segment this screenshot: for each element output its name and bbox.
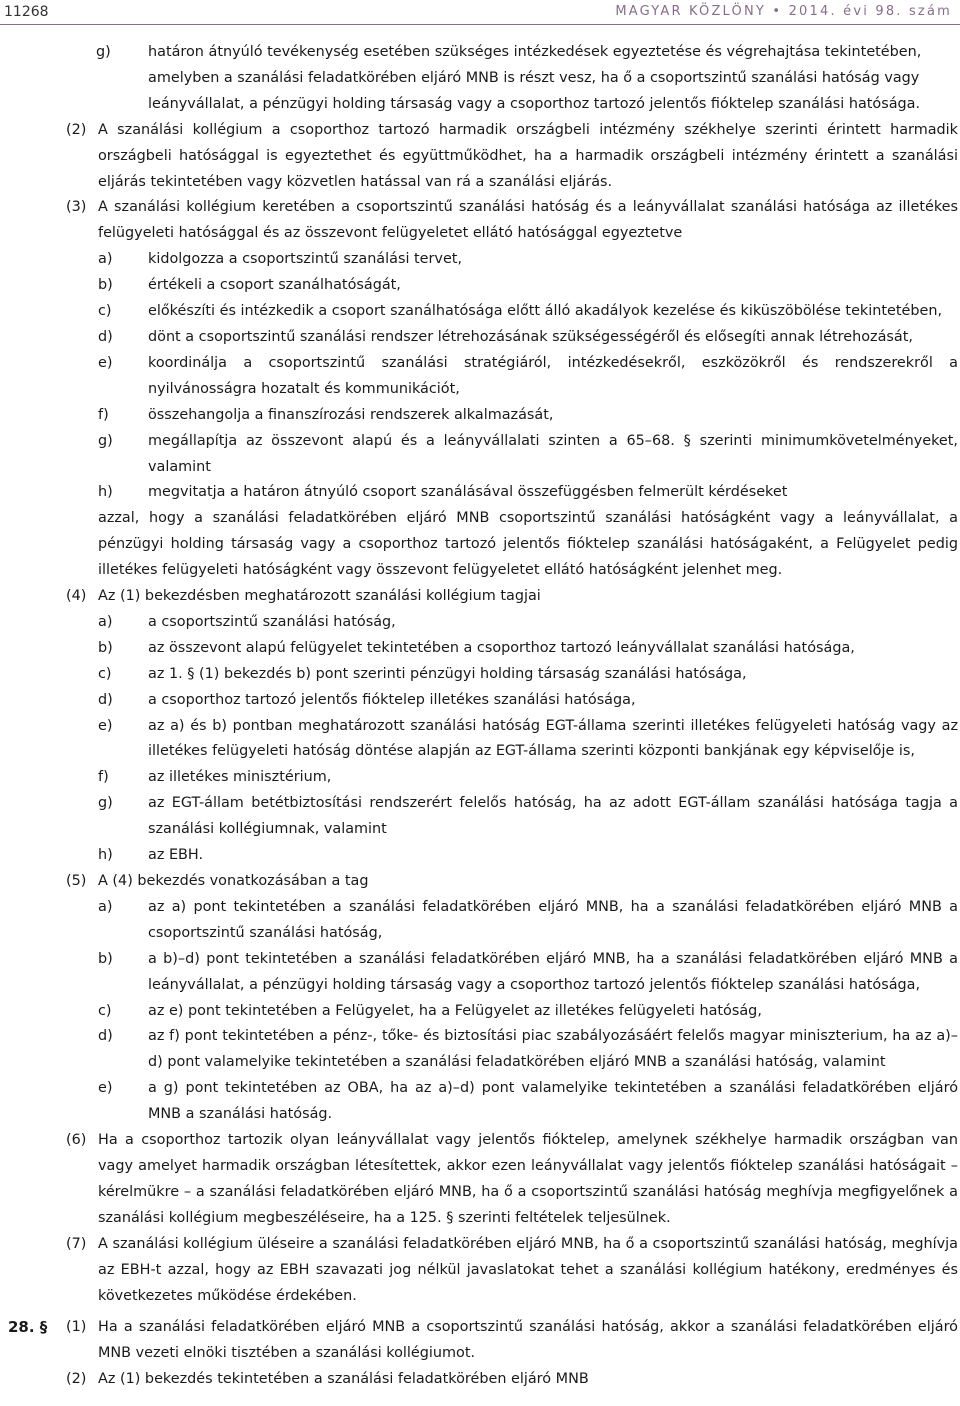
list-item (98, 1024, 958, 1076)
journal-title: MAGYAR KÖZLÖNY • 2014. évi 98. szám (615, 4, 952, 19)
item-label: f) (98, 769, 109, 786)
item-text: az összevont alapú felügyelet tekintetében a csoporthoz tartozó leányvállalat szanálási hatósága, (148, 639, 855, 656)
list-item (98, 1076, 958, 1128)
item-label: b) (98, 950, 113, 967)
list-item (98, 610, 958, 636)
paragraph-4-items (98, 610, 958, 869)
item-label: b) (98, 277, 113, 294)
list-item (98, 714, 958, 766)
item-text: az e) pont tekintetében a Felügyelet, ha a Felügyelet az illetékes felügyeleti hatóság, (148, 1002, 762, 1019)
paragraph-2 (0, 118, 958, 196)
item-text: az EGT-állam betétbiztosítási rendszerért felelős hatóság, ha az adott EGT-állam szanálási hatósága tagja a szanálási kollégiumnak, valamint (148, 795, 958, 838)
list-item (98, 636, 958, 662)
paragraph-label: (7) (66, 1235, 87, 1252)
item-label: c) (98, 303, 112, 320)
item-text: értékeli a csoport szanálhatóságát, (148, 277, 401, 294)
paragraph-6 (0, 1128, 958, 1232)
list-item (98, 765, 958, 791)
item-text: határon átnyúló tevékenység esetében szükséges intézkedések egyeztetése és végrehajtása tekintetében, amelyben a szanálási feladatkörében eljáró MNB is részt vesz, ha ő a csoportszintű szanálási hatóság vagy leányvállalat, a pénzügyi holding társaság vagy a csoporthoz tartozó jelentős fióktelep szanálási hatósága. (148, 44, 922, 112)
item-text: a g) pont tekintetében az OBA, ha az a)–d) pont valamelyike tekintetében a szanálási feladatkörében eljáró MNB a szanálási hatóság. (148, 1080, 958, 1123)
list-item (98, 688, 958, 714)
list-item (98, 351, 958, 403)
paragraph-text: A szanálási kollégium a csoporthoz tartozó harmadik országbeli intézmény székhelye szerinti érintett harmadik országbeli hatósággal is egyeztethet és együttműködhet, ha a harmadik országbeli intézmény érintett a szanálási eljárás tekintetében vagy közvetlen hatással van rá a szanálási eljárás. (98, 121, 958, 190)
item-label: e) (98, 354, 113, 371)
list-item (98, 999, 958, 1025)
list-item (98, 247, 958, 273)
section-28-paragraph-2 (0, 1367, 958, 1393)
paragraph-label: (6) (66, 1132, 87, 1149)
item-label: e) (98, 717, 113, 734)
header-rule (0, 24, 960, 25)
list-item (98, 403, 958, 429)
paragraph-label: (2) (66, 1371, 87, 1388)
paragraph-label: (1) (66, 1319, 87, 1336)
item-label: f) (98, 406, 109, 423)
list-item (98, 325, 958, 351)
item-text: az a) és b) pontban meghatározott szanálási hatóság EGT-állama szerinti illetékes felügyeleti hatóság vagy az illetékes felügyeleti hatóság döntése alapján az EGT-állama szerinti központi bankjának egy képviselője is, (148, 717, 958, 760)
section-number: 28. § (8, 1318, 48, 1337)
item-label: g) (96, 44, 111, 60)
item-label: g) (98, 795, 113, 812)
item-label: a) (98, 898, 113, 915)
list-item (98, 299, 958, 325)
item-g-continued (96, 40, 954, 118)
paragraph-5 (0, 869, 958, 895)
item-text: megállapítja az összevont alapú és a leányvállalati szinten a 65–68. § szerinti minimumkövetelményeket, valamint (148, 432, 958, 475)
paragraph-3-closing: azzal, hogy a szanálási feladatkörében eljáró MNB csoportszintű szanálási hatóságként vagy a leányvállalat, a pénzügyi holding társaság vagy a csoporthoz tartozó jelentős fióktelep szanálási hatóságaként, a Felügyelet pedig illetékes felügyeleti hatóságként vagy összevont felügyeletet ellátó hatóságként jelenhet meg. (98, 510, 958, 579)
item-text: a csoportszintű szanálási hatóság, (148, 613, 396, 630)
item-label: d) (98, 328, 113, 345)
paragraph-3-items (98, 247, 958, 506)
list-item (98, 895, 958, 947)
item-text: az f) pont tekintetében a pénz-, tőke- és biztosítási piac szabályozásáért felelős magyar miniszterium, ha az a)–d) pont valamelyike tekintetében a szanálási feladatkörében eljáró MNB a szanálási hatóság, valamint (148, 1028, 958, 1071)
paragraph-text: A szanálási kollégium üléseire a szanálási feladatkörében eljáró MNB, ha ő a csoportszintű szanálási hatóság, meghívja az EBH-t azzal, hogy az EBH szavazati jog nélkül javaslatokat tehet a szanálási kollégium hatékony, eredményes és következetes működése érdekében. (98, 1235, 958, 1304)
item-text: az 1. § (1) bekezdés b) pont szerinti pénzügyi holding társaság szanálási hatósága, (148, 665, 747, 682)
paragraph-text: Ha a csoporthoz tartozik olyan leányvállalat vagy jelentős fióktelep, amelynek székhelye harmadik országban van vagy amelyet harmadik országban létesítettek, akkor ezen leányvállalat vagy jelentős fióktelep szanálási hatóságait – kérelmükre – a szanálási feladatkörében eljáró MNB, ha ő a csoportszintű szanálási hatóság meghívja megfigyelőnek a szanálási kollégium megbeszéléseire, ha a 125. § szerinti feltételek teljesülnek. (98, 1132, 958, 1226)
item-text: megvitatja a határon átnyúló csoport szanálásával összefüggésben felmerült kérdéseket (148, 484, 788, 501)
item-label: a) (98, 613, 113, 630)
list-item (98, 429, 958, 481)
list-item (98, 480, 958, 506)
paragraph-text: A (4) bekezdés vonatkozásában a tag (98, 873, 369, 889)
item-label: c) (98, 1002, 112, 1019)
paragraph-label: (4) (66, 588, 87, 605)
paragraph-text: Az (1) bekezdés tekintetében a szanálási feladatkörében eljáró MNB (98, 1371, 589, 1388)
paragraph-label: (2) (66, 121, 87, 138)
paragraph-3 (0, 195, 958, 247)
page-number: 11268 (4, 4, 49, 20)
paragraph-text: Ha a szanálási feladatkörében eljáró MNB a csoportszintű szanálási hatóság, akkor a szanálási feladatkörében eljáró MNB vezeti elnöki tisztében a szanálási kollégiumot. (98, 1319, 958, 1362)
item-label: h) (98, 484, 113, 501)
item-label: a) (98, 251, 113, 268)
list-item (98, 947, 958, 999)
item-label: b) (98, 639, 113, 656)
item-label: d) (98, 1028, 113, 1045)
paragraph-text: A szanálási kollégium keretében a csoportszintű szanálási hatóság és a leányvállalat szanálási hatósága az illetékes felügyeleti hatósággal és az összevont felügyeletet ellátó hatósággal egyeztetve (98, 199, 958, 242)
item-text: kidolgozza a csoportszintű szanálási tervet, (148, 251, 463, 268)
paragraph-4 (0, 584, 958, 610)
item-label: c) (98, 665, 112, 682)
item-text: a csoporthoz tartozó jelentős fióktelep illetékes szanálási hatósága, (148, 691, 636, 708)
item-text: a b)–d) pont tekintetében a szanálási feladatkörében eljáró MNB, ha a szanálási feladatkörében eljáró MNB a leányvállalat, a pénzügyi holding társaság vagy a csoporthoz tartozó jelentős fióktelep szanálási hatósága, (148, 950, 958, 993)
item-label: h) (98, 847, 113, 864)
item-label: g) (98, 432, 113, 449)
item-label: d) (98, 691, 113, 708)
paragraph-label: (5) (66, 873, 87, 889)
list-item (98, 843, 958, 869)
paragraph-7 (0, 1232, 958, 1310)
item-text: dönt a csoportszintű szanálási rendszer létrehozásának szükségességéről és elősegíti annak létrehozását, (148, 328, 913, 345)
paragraph-text: Az (1) bekezdésben meghatározott szanálási kollégium tagjai (98, 588, 541, 605)
paragraph-label: (3) (66, 199, 87, 216)
item-text: összehangolja a finanszírozási rendszerek alkalmazását, (148, 406, 554, 423)
item-text: az EBH. (148, 847, 204, 864)
list-item (98, 273, 958, 299)
item-text: koordinálja a csoportszintű szanálási stratégiáról, intézkedésekről, eszközökről és rendszerekről a nyilvánosságra hozatalt és kommunikációt, (148, 354, 958, 397)
item-text: az illetékes minisztérium, (148, 769, 332, 786)
item-text: előkészíti és intézkedik a csoport szanálhatósága előtt álló akadályok kezelése és kiküszöbölése tekintetében, (148, 303, 943, 320)
section-28 (0, 1315, 958, 1367)
page-header (0, 0, 960, 24)
item-label: e) (98, 1080, 113, 1097)
document-body (0, 40, 960, 1393)
list-item (98, 662, 958, 688)
list-item (98, 791, 958, 843)
item-text: az a) pont tekintetében a szanálási feladatkörében eljáró MNB, ha a szanálási feladatkörében eljáró MNB a csoportszintű szanálási hatóság, (148, 898, 958, 941)
paragraph-5-items (98, 895, 958, 1128)
